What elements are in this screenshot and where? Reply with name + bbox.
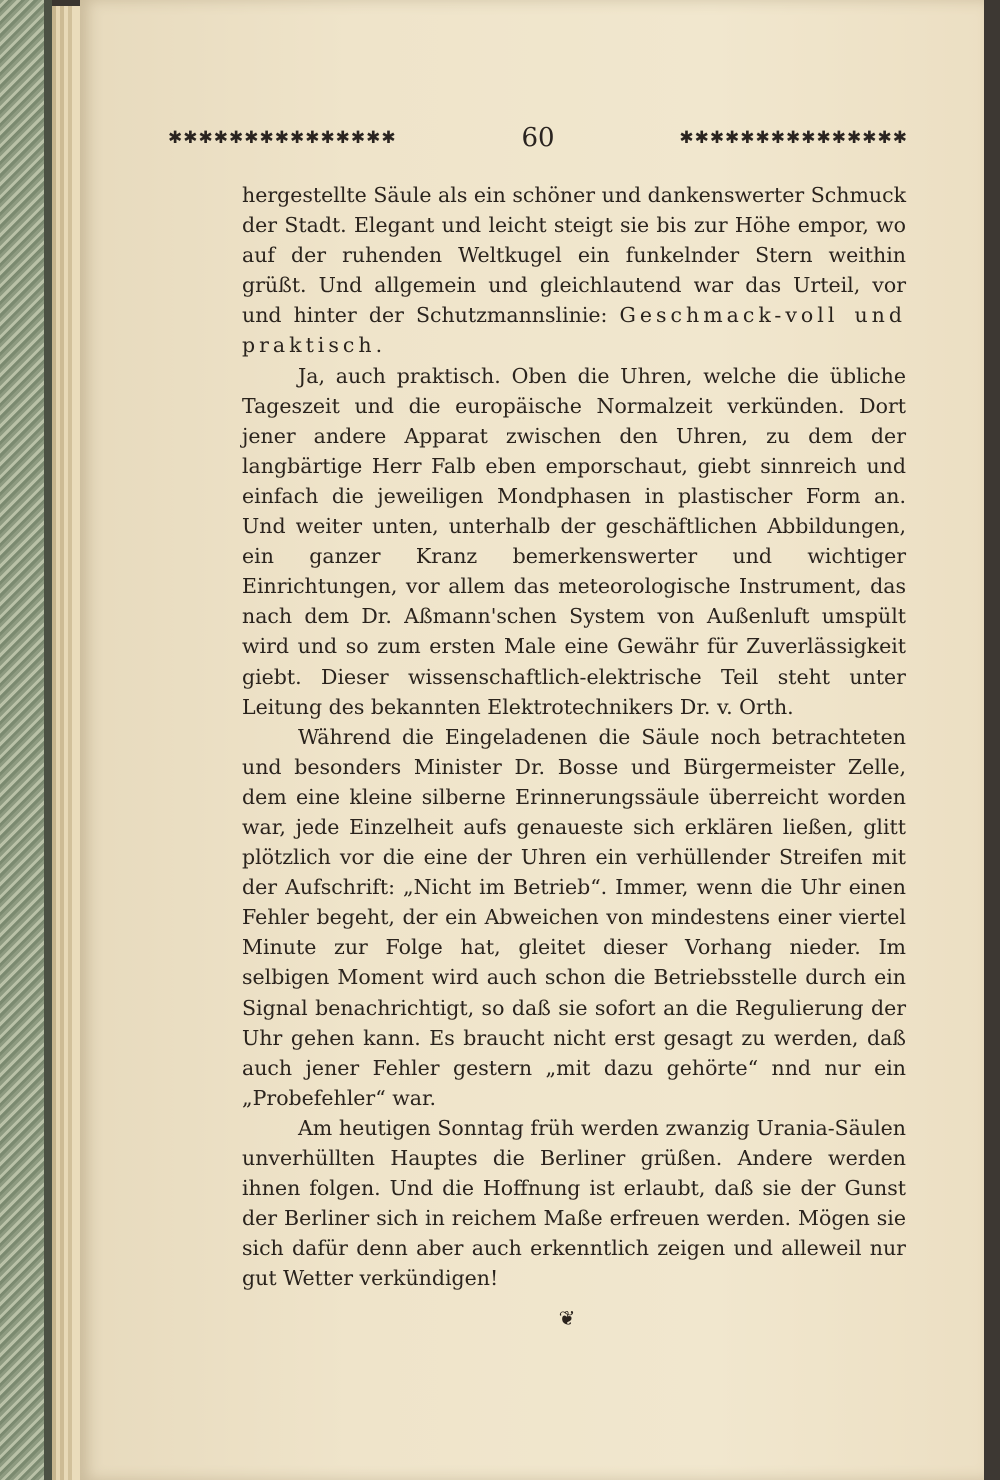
paragraph-4: Am heutigen Sonntag früh werden zwanzig Urania-Säulen unverhüllten Hauptes die Berliner grüßen. Andere werden ihnen folgen. Und die Hoffnung ist erlaubt, daß sie der Gunst der Berliner sich in reichem Maße erfreuen werden. Mögen sie sich dafür denn aber auch erkenntlich zeigen und alleweil nur gut Wetter verkündigen! — [242, 1115, 906, 1291]
page-stack — [52, 6, 82, 1480]
paragraph-1 — [242, 180, 906, 361]
body-text — [242, 180, 906, 1293]
background-edge — [984, 0, 1000, 1480]
paragraph-3: Während die Eingeladenen die Säule noch betrachteten und besonders Minister Dr. Bosse und Bürgermeister Zelle, dem eine kleine silberne Erinnerungssäule überreicht worden war, jede Einzelheit aufs genaueste sich erklären ließen, glitt plötzlich vor die eine der Uhren ein verhüllender Streifen mit der Aufschrift: „Nicht im Betrieb“. Immer, wenn die Uhr einen Fehler begeht, der ein Abweichen von mindestens einer viertel Minute zur Folge hat, gleitet dieser Vorhang nieder. Im selbigen Moment wird auch schon die Betriebsstelle durch ein Signal benachrichtigt, so daß sie sofort an die Regulierung der Uhr gehen kann. Es braucht nicht erst gesagt zu werden, daß auch jener Fehler gestern „mit dazu gehörte“ nnd nur ein „Probefehler“ war. — [242, 724, 906, 1110]
end-ornament: ❦ — [558, 1306, 576, 1330]
paragraph-1-text: hergestellte Säule als ein schöner und dankenswerter Schmuck der Stadt. Elegant und leicht steigt sie bis zur Höhe empor, wo auf der ruhenden Weltkugel ein funkelnder Stern weithin grüßt. Und allgemein und gleichlautend war das Urteil, vor und hinter der Schutzmannslinie: — [242, 183, 906, 328]
page-number: 60 — [521, 123, 555, 153]
paragraph-2: Ja, auch praktisch. Oben die Uhren, welche die übliche Tageszeit und die europäische Normalzeit verkünden. Dort jener andere Apparat zwischen den Uhren, zu dem der langbärtige Herr Falb eben emporschaut, giebt sinnreich und einfach die jeweiligen Mondphasen in plastischer Form an. Und weiter unten, unterhalb der geschäftlichen Abbildungen, ein ganzer Kranz bemerkenswerter und wichtiger Einrichtungen, vor allem das meteorologische Instrument, das nach dem Dr. Aßmann'schen System von Außenluft umspült wird und so zum ersten Male eine Gewähr für Zuverlässigkeit giebt. Dieser wissenschaftlich-elektrische Teil steht unter Leitung des bekannten Elektrotechnikers Dr. v. Orth. — [242, 363, 906, 719]
running-header — [168, 118, 908, 158]
spine-edge — [44, 0, 52, 1480]
header-stars-right: ✱✱✱✱✱✱✱✱✱✱✱✱✱✱✱ — [679, 128, 908, 148]
paragraph-1-emphasis: Geschmack-voll und praktisch — [242, 303, 906, 358]
book-spine — [0, 0, 44, 1480]
header-stars-left: ✱✱✱✱✱✱✱✱✱✱✱✱✱✱✱ — [168, 128, 397, 148]
paragraph-1-tail: . — [375, 333, 383, 358]
